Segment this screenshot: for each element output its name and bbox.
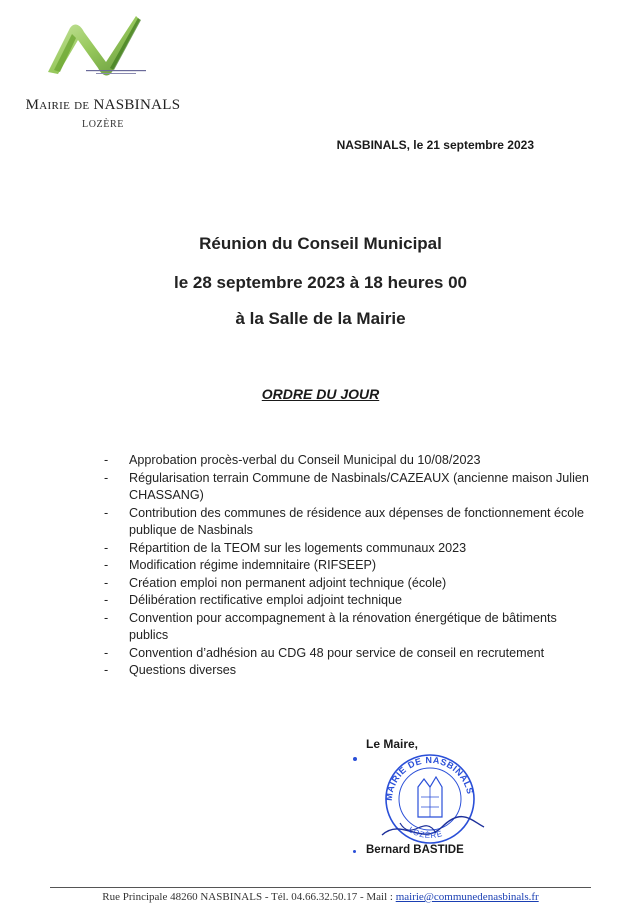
agenda-list bbox=[104, 452, 594, 680]
mairie-department: LOZÈRE bbox=[82, 119, 124, 130]
agenda-heading: ORDRE DU JOUR bbox=[261, 386, 380, 402]
agenda-item: - Questions diverses bbox=[104, 663, 237, 677]
ink-dot bbox=[353, 850, 356, 853]
footer-divider bbox=[50, 887, 591, 888]
agenda-item: - Convention d’adhésion au CDG 48 pour service de conseil en recrutement bbox=[104, 645, 545, 660]
footer-email-link[interactable]: mairie@communedenasbinals.fr bbox=[395, 891, 539, 903]
meeting-location: à la Salle de la Mairie bbox=[235, 309, 406, 328]
svg-text:LOZÈRE: LOZÈRE bbox=[406, 825, 444, 841]
agenda-item: - Convention pour accompagnement à la rénovation énergétique de bâtiments publics bbox=[104, 610, 557, 642]
footer-address: Rue Principale 48260 NASBINALS - Tél. 04.66.32.50.17 - Mail : bbox=[102, 891, 396, 903]
ink-dot bbox=[353, 757, 357, 761]
mairie-stamp-icon bbox=[372, 747, 490, 847]
footer bbox=[0, 891, 641, 903]
agenda-item: - Contribution des communes de résidence aux dépenses de fonctionnement école publique de Nasbinals bbox=[104, 505, 585, 537]
date-line: NASBINALS, le 21 septembre 2023 bbox=[336, 138, 534, 152]
meeting-title: Réunion du Conseil Municipal bbox=[199, 234, 442, 253]
meeting-date: le 28 septembre 2023 à 18 heures 00 bbox=[174, 273, 467, 292]
agenda-item: - Création emploi non permanent adjoint technique (école) bbox=[104, 575, 447, 590]
signature-name: Bernard BASTIDE bbox=[366, 844, 464, 856]
agenda-item: - Répartition de la TEOM sur les logements communaux 2023 bbox=[104, 540, 467, 555]
svg-text:MAIRIE DE NASBINALS: MAIRIE DE NASBINALS bbox=[383, 754, 476, 802]
agenda-item: - Approbation procès-verbal du Conseil Municipal du 10/08/2023 bbox=[104, 453, 481, 467]
signature-title: Le Maire, bbox=[366, 737, 419, 751]
agenda-item: - Régularisation terrain Commune de Nasbinals/CAZEAUX (ancienne maison Julien CHASSANG) bbox=[104, 470, 589, 502]
agenda-item: - Modification régime indemnitaire (RIFSEEP) bbox=[104, 558, 377, 572]
agenda-item: - Délibération rectificative emploi adjoint technique bbox=[104, 593, 403, 607]
mairie-name: Mairie de NASBINALS bbox=[25, 97, 181, 113]
mairie-logo-icon bbox=[40, 10, 160, 85]
